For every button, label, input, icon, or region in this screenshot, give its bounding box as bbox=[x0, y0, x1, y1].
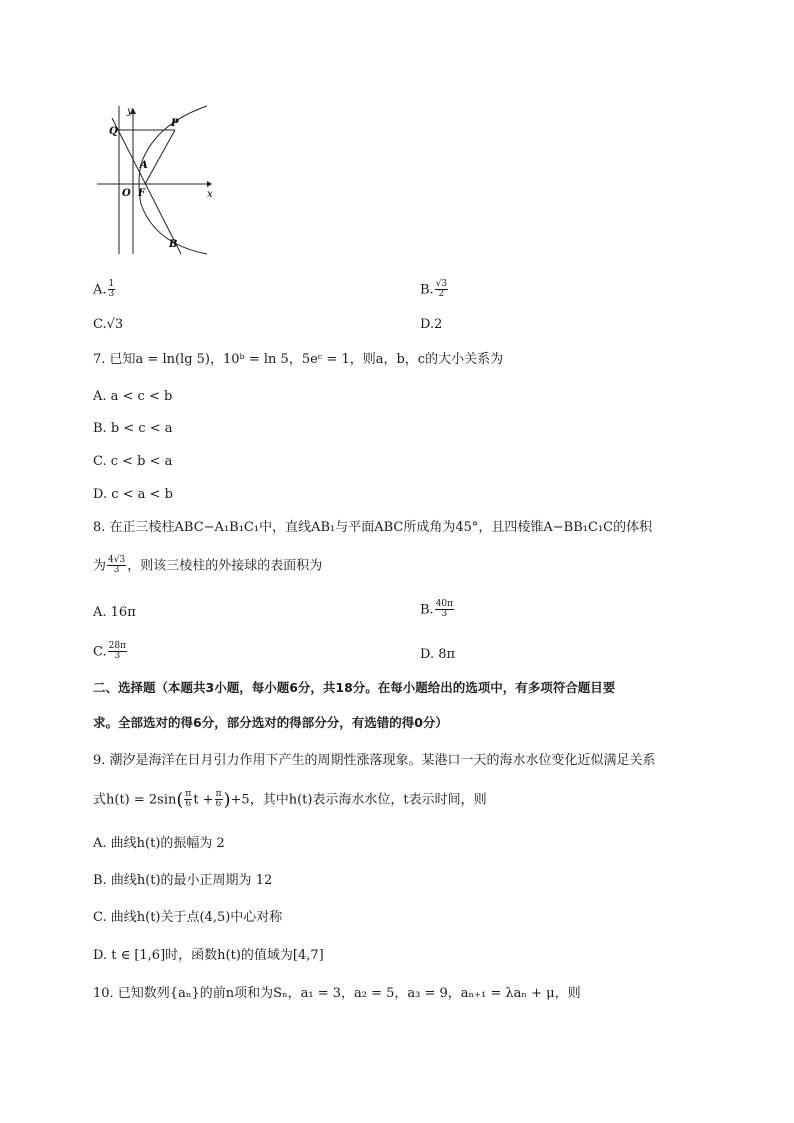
fraction-numerator: 28π bbox=[108, 641, 126, 651]
q9-fraction-1 bbox=[184, 790, 192, 810]
fraction-numerator: π bbox=[185, 789, 192, 799]
fraction-numerator: √3 bbox=[435, 279, 448, 289]
q6-option-a-fraction bbox=[108, 280, 116, 300]
fraction-denominator: 2 bbox=[438, 289, 445, 300]
q9-option-c: C. 曲线h(t)关于点(4,5)中心对称 bbox=[93, 910, 283, 925]
q6-option-d-text: 2 bbox=[434, 317, 443, 332]
q9-formula-mid: t + bbox=[193, 792, 214, 808]
q7-option-c: C. c < b < a bbox=[93, 454, 173, 469]
label-F: F bbox=[138, 188, 146, 199]
fraction-numerator: 1 bbox=[108, 279, 115, 289]
q6-option-b-prefix: B. bbox=[420, 282, 434, 298]
q10-stem: 10. 已知数列{aₙ}的前n项和为Sₙ，a₁ = 3，a₂ = 5，a₃ = 9，aₙ₊₁ = λaₙ + μ，则 bbox=[93, 986, 581, 1001]
q8-option-c-prefix: C. bbox=[93, 644, 107, 660]
left-paren: ( bbox=[176, 789, 184, 811]
q6-option-c-text: √3 bbox=[106, 317, 124, 332]
q8-option-b bbox=[420, 600, 455, 620]
q8-option-b-prefix: B. bbox=[420, 602, 434, 618]
fraction-denominator: 3 bbox=[114, 651, 121, 662]
q8-stem-suffix: ，则该三棱柱的外接球的表面积为 bbox=[127, 558, 323, 574]
label-A: A bbox=[140, 160, 148, 171]
section2-heading-line1: 二、选择题（本题共3小题，每小题6分，共18分。在每小题给出的选项中，有多项符合题目要 bbox=[93, 680, 616, 695]
fraction-denominator: 3 bbox=[108, 289, 115, 300]
q6-option-d-prefix: D. bbox=[420, 317, 435, 332]
q6-option-c-prefix: C. bbox=[93, 317, 107, 332]
fraction-denominator: 3 bbox=[441, 609, 448, 620]
q7-option-a: A. a < c < b bbox=[93, 389, 173, 404]
parabola-figure bbox=[95, 104, 215, 259]
fraction-denominator: 6 bbox=[215, 799, 222, 810]
q8-volume-fraction bbox=[107, 556, 126, 576]
q6-option-b-fraction bbox=[435, 280, 448, 300]
q9-option-b: B. 曲线h(t)的最小正周期为 12 bbox=[93, 873, 273, 888]
q9-formula-prefix: 式h(t) = 2sin bbox=[93, 792, 177, 808]
q6-option-a-prefix: A. bbox=[93, 282, 107, 298]
q6-option-d bbox=[420, 318, 442, 331]
q6-option-c bbox=[93, 318, 123, 331]
label-P: P bbox=[171, 118, 179, 129]
fraction-numerator: 4√3 bbox=[108, 555, 126, 565]
q9-option-d: D. t ∈ [1,6]时，函数h(t)的值域为[4,7] bbox=[93, 948, 324, 963]
q9-stem-line1: 9. 潮汐是海洋在日月引力作用下产生的周期性涨落现象。某港口一天的海水水位变化近似满足关系 bbox=[93, 753, 656, 768]
q8-option-a: A. 16π bbox=[93, 605, 136, 620]
fraction-denominator: 6 bbox=[185, 799, 192, 810]
q9-formula-line bbox=[93, 790, 487, 810]
segment-PF bbox=[145, 130, 175, 184]
q7-stem: 7. 已知a = ln(lg 5)，10ᵇ = ln 5，5eᶜ = 1，则a，b，c的大小关系为 bbox=[93, 352, 504, 367]
q9-option-a: A. 曲线h(t)的振幅为 2 bbox=[93, 836, 225, 851]
q8-option-d: D. 8π bbox=[420, 647, 456, 662]
q8-option-c bbox=[93, 642, 128, 662]
fraction-denominator: 3 bbox=[113, 565, 120, 576]
label-B: B bbox=[169, 239, 178, 250]
q6-option-b bbox=[420, 280, 449, 300]
fraction-numerator: 40π bbox=[435, 599, 454, 609]
q8-option-c-fraction bbox=[108, 642, 127, 662]
q8-stem-prefix: 为 bbox=[93, 558, 107, 574]
section2-heading-line2: 求。全部选对的得6分，部分选对的得部分分，有选错的得0分） bbox=[93, 715, 448, 730]
q6-option-a bbox=[93, 280, 116, 300]
q8-stem-line2 bbox=[93, 556, 322, 576]
label-x: x bbox=[207, 189, 213, 200]
label-y: y bbox=[127, 106, 133, 117]
fraction-numerator: π bbox=[215, 789, 222, 799]
q7-option-d: D. c < a < b bbox=[93, 487, 173, 502]
q9-formula-suffix: +5，其中h(t)表示海水水位，t表示时间，则 bbox=[230, 792, 487, 808]
label-O: O bbox=[122, 188, 131, 199]
q7-option-b: B. b < c < a bbox=[93, 421, 173, 436]
q8-option-b-fraction bbox=[435, 600, 454, 620]
x-axis-arrow bbox=[207, 181, 212, 187]
q8-stem-line1: 8. 在正三棱柱ABC−A₁B₁C₁中，直线AB₁与平面ABC所成角为45°，且四棱锥A−BB₁C₁C的体积 bbox=[93, 520, 653, 535]
q9-fraction-2 bbox=[215, 790, 223, 810]
label-Q: Q bbox=[109, 126, 118, 137]
right-paren: ) bbox=[223, 789, 231, 811]
